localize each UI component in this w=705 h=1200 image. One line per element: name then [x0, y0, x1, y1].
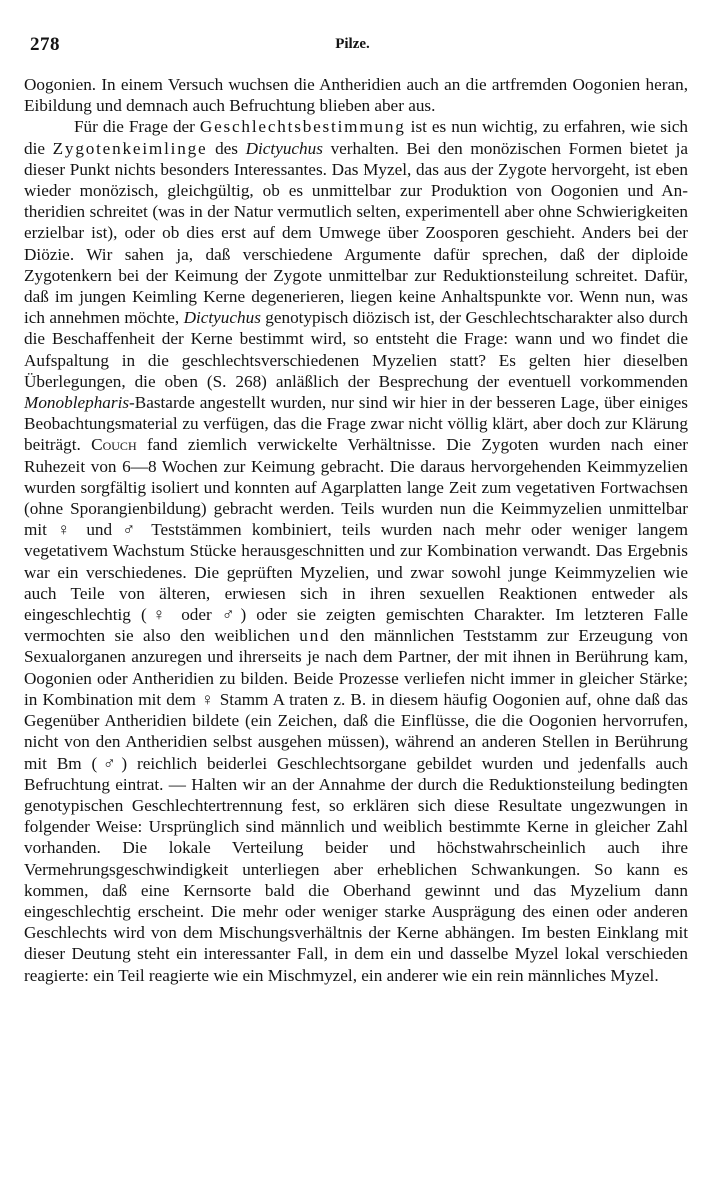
- italic-term: Monoblepharis: [24, 393, 130, 413]
- text-run: genotypisch diözisch ist, der Geschlechtscharakter also durch die Beschaffenheit der Kerne bestimmt wird, so entsteht die Frage: wann und wo findet die Aufspaltung in die geschlechtsverschiedenen Myzelien statt? Es gelten hier dieselben Überlegungen, die oben (S. 268) anläßlich der Besprechung der eventuell vorkommenden: [24, 308, 688, 391]
- emphasized-term: Geschlechtsbestimmung: [199, 117, 406, 137]
- text-run: des: [207, 138, 246, 158]
- emphasized-term: und: [299, 626, 331, 646]
- text-run: den männlichen Teststamm zur Erzeugung von Sexualorganen anzuregen und ihrerseits je nach dem Partner, der mit ihnen in Berührung kam, Oogonien oder Antheridien zu bilden. Beide Prozesse verliefen nicht immer in gleicher Stärke; in Kombination mit dem ♀ Stamm A traten z. B. in diesem häufig Oogonien auf, ohne daß das Gegenüber Antheridien bildete (ein Zeichen, daß die Einflüsse, die die Oogonien hervorrufen, nicht von den Antheridien selbst ausgehen müssen), während an anderen Stellen in Berührung mit Bm (♂) reichlich beiderlei Geschlechtsorgane gebildet wurden und jedenfalls auch Befruchtung eintrat. — Halten wir an der Annahme der durch die Reduktionsteilung bedingten genotypischen Geschlechtertrennung fest, so erklären sich diese Resultate ungezwungen in folgender Weise: Ursprünglich sind männlich und weiblich bestimmte Kerne in gleicher Zahl vorhanden. Die lokale Verteilung beider und höchstwahrscheinlich auch ihre Vermehrungsgeschwindigkeit unterliegen aber erheblichen Schwankungen. So kann es kommen, daß eine Kernsorte bald die Oberhand gewinnt und das Myzelium dann eingeschlechtig erscheint. Die mehr oder weniger starke Ausprägung des einen oder anderen Geschlechts wird von dem Mischungsverhältnis der Kerne abhängen. Im besten Einklang mit dieser Deutung steht ein interessanter Fall, in dem ein und dasselbe Myzel lokal verschieden reagierte: ein Teil reagierte wie ein Mischmyzel, ein anderer wie ein rein männliches Myzel.: [24, 626, 688, 985]
- paragraph: [24, 74, 688, 116]
- author-name: Couch: [91, 435, 137, 455]
- text-run: ist es nun wichtig, zu erfahren, wie sich die: [24, 117, 688, 158]
- page-header: [30, 34, 675, 58]
- paragraph: [24, 116, 688, 985]
- page-number: 278: [30, 34, 60, 55]
- text-run: Oogonien. In einem Versuch wuchsen die Antheridien auch an die artfremden Oogonien heran, Eibildung und demnach auch Befruchtung blieben aber aus.: [24, 75, 688, 116]
- text-run: -Bastarde angestellt wurden, nur sind wir hier in der besseren Lage, über einiges Beobachtungsmaterial zu verfügen, das die Frage zwar nicht völlig klärt, aber doch zur Klärung beiträgt.: [24, 393, 688, 455]
- italic-term: Dictyuchus: [183, 308, 261, 328]
- text-run: Für die Frage der: [74, 117, 200, 137]
- emphasized-term: Zygotenkeimlinge: [52, 138, 208, 158]
- running-head: Pilze.: [335, 36, 370, 52]
- body-text: [24, 74, 688, 986]
- text-run: fand ziemlich verwickelte Verhältnisse. Die Zygoten wurden nach einer Ruhezeit von 6—8 Wochen zur Keimung gebracht. Die daraus hervorgehenden Keimmyzelien wurden sorgfältig isoliert und konnten auf Agarplatten lange Zeit zum vegetativen Fortwachsen (ohne Sporangienbildung) gebracht werden. Teils wurden nun die Keimmyzelien unmittelbar mit ♀ und ♂ Teststämmen kombiniert, teils wurden nach mehr oder weniger langem vegetativem Wachstum Stücke herausgeschnitten und zur Kombination verwandt. Das Ergebnis war ein verschiedenes. Die geprüften Myzelien, und zwar sowohl junge Keimmyzelien wie auch Teile von älteren, erwiesen sich in ihren sexuellen Reaktionen entweder als eingeschlechtig (♀ oder ♂) oder sie zeigten gemischten Charakter. Im letzteren Falle vermochten sie also den weiblichen: [24, 435, 688, 646]
- italic-term: Dictyuchus: [245, 138, 323, 158]
- text-run: verhalten. Bei den monözischen Formen bietet ja dieser Punkt nichts besonders Interessantes. Das Myzel, das aus der Zygote hervorgeht, ist eben wieder monözisch, gleichgültig, ob es unmittelbar zur Produktion von Oogonien und Antheridien schreitet (was in der Natur vermutlich selten, experimentell aber ohne Schwierigkeiten erzielbar ist), oder ob dies erst auf dem Umwege über Zoosporen geschieht. Anders bei der Diözie. Wir sahen ja, daß verschiedene Argumente dafür sprechen, daß der diploide Zygotenkern bei der Keimung der Zygote unmittelbar zur Reduktionsteilung schreitet. Dafür, daß im jungen Keimling Kerne degenerieren, liegen keine Anhaltspunkte vor. Wenn nun, was ich annehmen möchte,: [24, 138, 688, 328]
